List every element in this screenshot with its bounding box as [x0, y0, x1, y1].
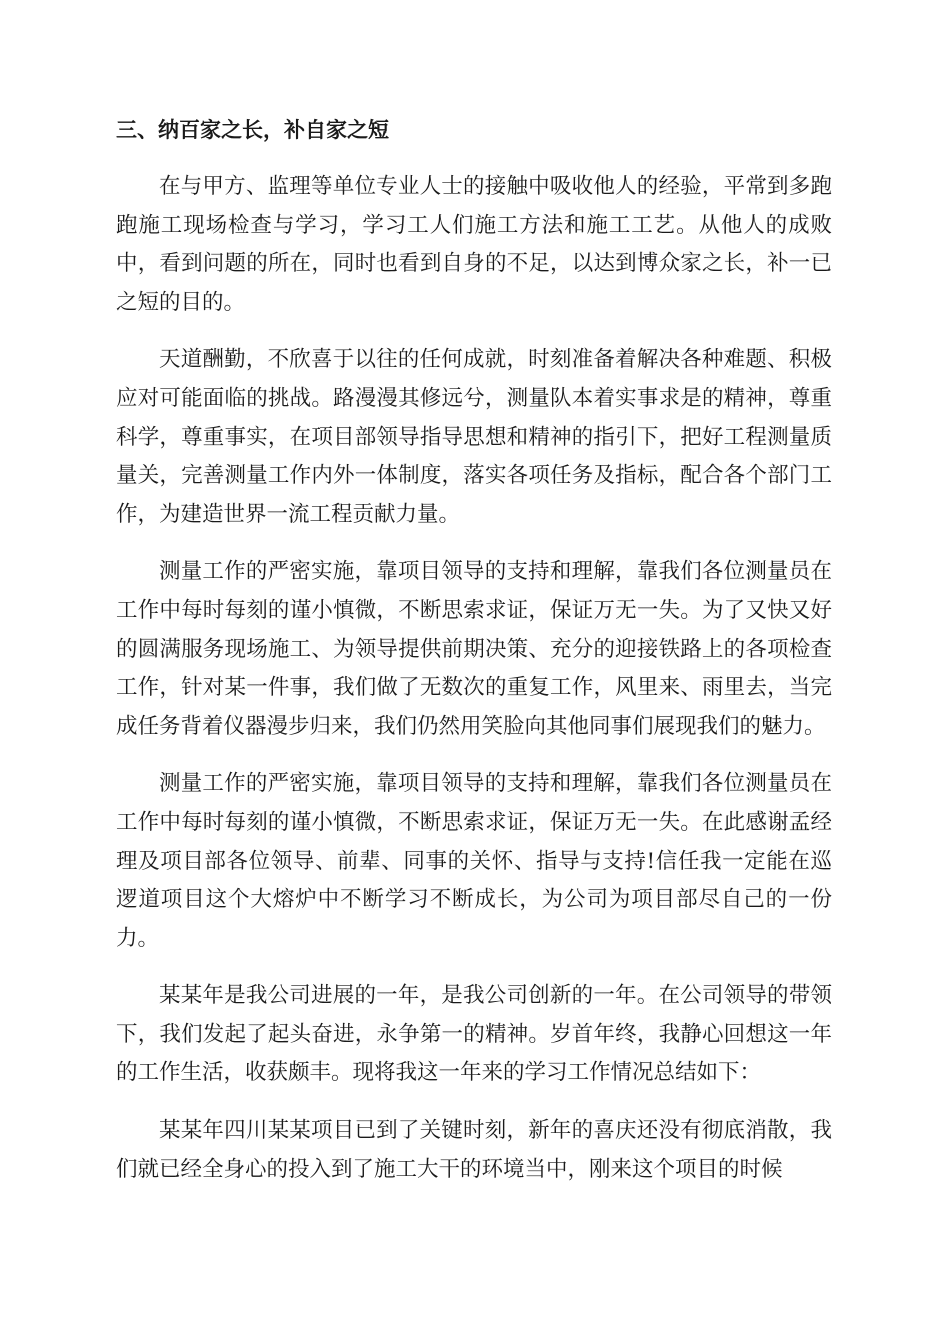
document-body [116, 110, 832, 1208]
section-heading: 三、纳百家之长，补自家之短 [116, 118, 389, 142]
paragraph-survey-work-2: 测量工作的严密实施，靠项目领导的支持和理解，靠我们各位测量员在工作中每时每刻的谨小慎微，不断思索求证，保证万无一失。在此感谢孟经理及项目部各位领导、前辈、同事的关怀、指导与支持!信任我一定能在巡逻道项目这个大熔炉中不断学习不断成长，为公司为项目部尽自己的一份力。 [116, 771, 832, 951]
paragraph-project-intro: 某某年四川某某项目已到了关键时刻，新年的喜庆还没有彻底消散，我们就已经全身心的投入到了施工大干的环境当中，刚来这个项目的时候 [116, 1118, 832, 1182]
paragraph-year-summary: 某某年是我公司进展的一年，是我公司创新的一年。在公司领导的带领下，我们发起了起头奋进，永争第一的精神。岁首年终，我静心回想这一年的工作生活，收获颇丰。现将我这一年来的学习工作情况总结如下： [116, 983, 832, 1086]
paragraph-survey-work-1: 测量工作的严密实施，靠项目领导的支持和理解，靠我们各位测量员在工作中每时每刻的谨小慎微，不断思索求证，保证万无一失。为了又快又好的圆满服务现场施工、为领导提供前期决策、充分的迎接铁路上的各项检查工作，针对某一件事，我们做了无数次的重复工作，风里来、雨里去，当完成任务背着仪器漫步归来，我们仍然用笑脸向其他同事们展现我们的魅力。 [116, 559, 832, 739]
paragraph-diligence: 天道酬勤，不欣喜于以往的任何成就，时刻准备着解决各种难题、积极应对可能面临的挑战。路漫漫其修远兮，测量队本着实事求是的精神，尊重科学，尊重事实，在项目部领导指导思想和精神的指引下，把好工程测量质量关，完善测量工作内外一体制度，落实各项任务及指标，配合各个部门工作，为建造世界一流工程贡献力量。 [116, 347, 832, 527]
paragraph-learn-from-others: 在与甲方、监理等单位专业人士的接触中吸收他人的经验，平常到多跑跑施工现场检查与学习，学习工人们施工方法和施工工艺。从他人的成败中，看到问题的所在，同时也看到自身的不足，以达到博众家之长，补一已之短的目的。 [116, 174, 832, 315]
